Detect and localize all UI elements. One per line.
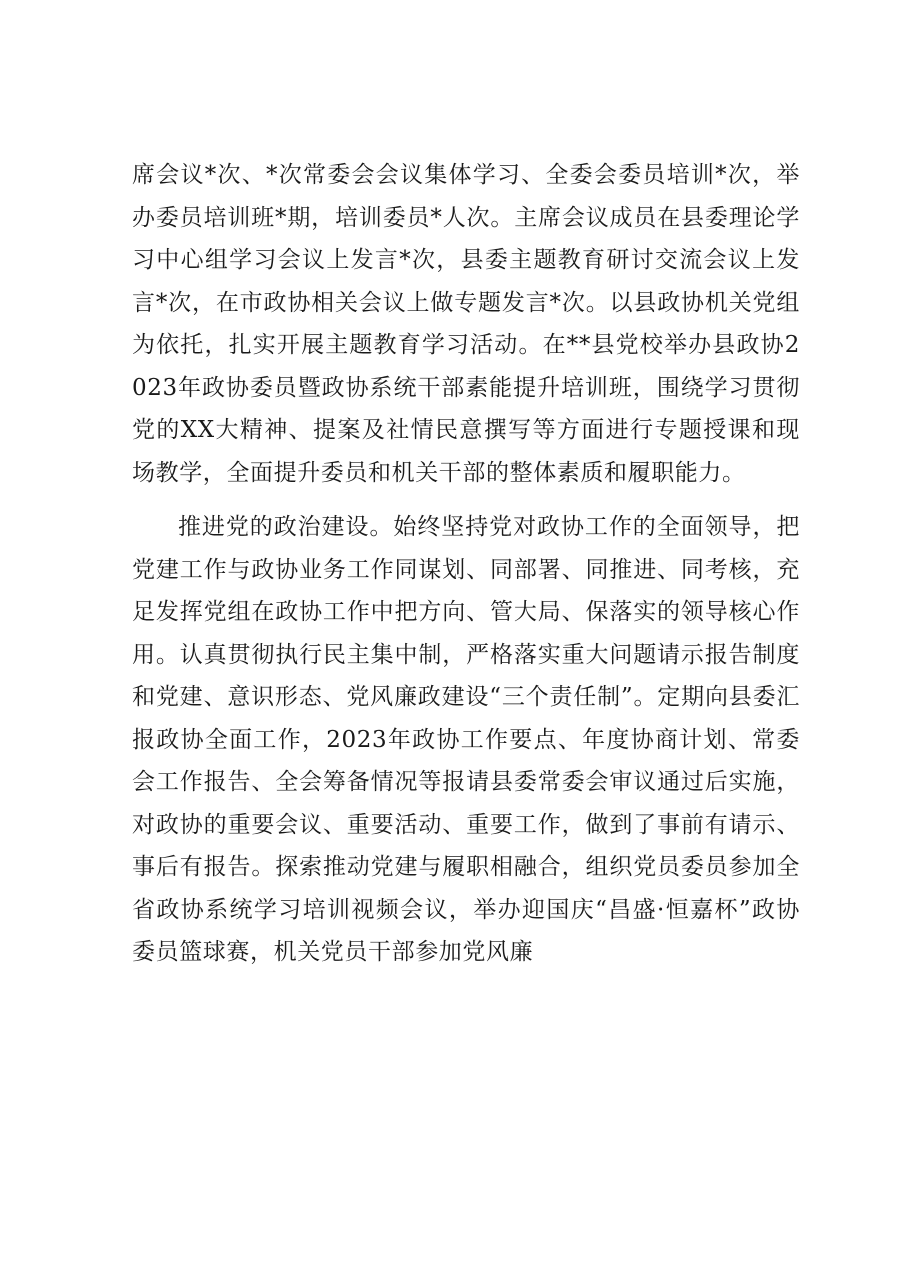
paragraph-continued: 席会议*次、*次常委会会议集体学习、全委会委员培训*次，举办委员培训班*期，培训委员*人次。主席会议成员在县委理论学习中心组学习会议上发言*次，县委主题教育研讨交流会议上发言*次，在市政协相关会议上做专题发言*次。以县政协机关党组为依托，扎实开展主题教育学习活动。在**县党校举办县政协2023年政协委员暨政协系统干部素能提升培训班，围绕学习贯彻党的XX大精神、提案及社情民意撰写等方面进行专题授课和现场教学，全面提升委员和机关干部的整体素质和履职能力。 bbox=[132, 162, 800, 486]
document-body bbox=[132, 154, 800, 974]
paragraph-political-construction: 推进党的政治建设。始终坚持党对政协工作的全面领导，把党建工作与政协业务工作同谋划、同部署、同推进、同考核，充足发挥党组在政协工作中把方向、管大局、保落实的领导核心作用。认真贯彻执行民主集中制，严格落实重大问题请示报告制度和党建、意识形态、党风廉政建设“三个责任制”。定期向县委汇报政协全面工作，2023年政协工作要点、年度协商计划、常委会工作报告、全会筹备情况等报请县委常委会审议通过后实施，对政协的重要会议、重要活动、重要工作，做到了事前有请示、事后有报告。探索推动党建与履职相融合，组织党员委员参加全省政协系统学习培训视频会议，举办迎国庆“昌盛·恒嘉杯”政协委员篮球赛，机关党员干部参加党风廉 bbox=[132, 514, 800, 965]
